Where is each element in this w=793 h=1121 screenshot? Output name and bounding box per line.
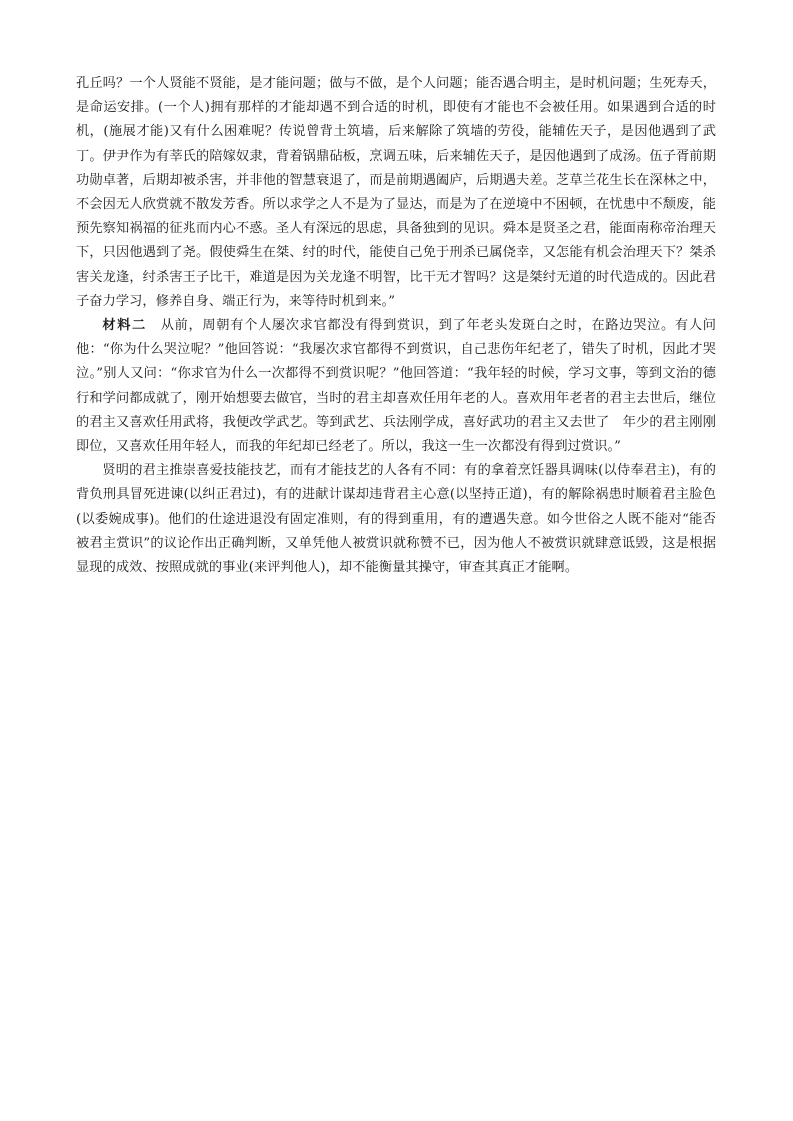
- paragraph-translation: 贤明的君主推崇喜爱技能技艺，而有才能技艺的人各有不同：有的拿着烹饪器具调味(以侍奉君主)，有的背负刑具冒死进谏(以纠正君过)，有的进献计谋却违背君主心意(以坚持正道)，有的解除祸患时顺着君主脸色(以委婉成事)。他们的仕途进退没有固定准则，有的得到重用，有的遭遇失意。如今世俗之人既不能对“能否被君主赏识”的议论作出正确判断，又单凭他人被赏识就称赞不已，因为他人不被赏识就肆意诋毁，这是根据显现的成效、按照成就的事业(来评判他人)，却不能衡量其操守，审查其真正才能啊。: [76, 463, 716, 576]
- paragraph-continuation: 孔丘吗？一个人贤能不贤能，是才能问题；做与不做，是个人问题；能否遇合明主，是时机问题；生死寿夭，是命运安排。(一个人)拥有那样的才能却遇不到合适的时机，即使有才能也不会被任用。如果遇到合适的时机，(施展才能)又有什么困难呢？传说曾背土筑墙，后来解除了筑墙的劳役，能辅佐天子，是因他遇到了武丁。伊尹作为有莘氏的陪嫁奴隶，背着锅鼎砧板，烹调五味，后来辅佐天子，是因他遇到了成汤。伍子胥前期功勋卓著，后期却被杀害，并非他的智慧衰退了，而是前期遇阖庐，后期遇夫差。芝草兰花生长在深林之中，不会因无人欣赏就不散发芳香。所以求学之人不是为了显达，而是为了在逆境中不困顿，在忧患中不颓废，能预先察知祸福的征兆而内心不惑。圣人有深远的思虑，具备独到的见识。舜本是贤圣之君，能面南称帝治理天下，只因他遇到了尧。假使舜生在桀、纣的时代，能使自己免于刑杀已属侥幸，又怎能有机会治理天下？桀杀害关龙逢，纣杀害王子比干，难道是因为关龙逢不明智，比干无才智吗？这是桀纣无道的时代造成的。因此君子奋力学习，修养自身、端正行为，来等待时机到来。”: [76, 76, 716, 309]
- material-two-text: 从前，周朝有个人屡次求官都没有得到赏识，到了年老头发斑白之时，在路边哭泣。有人问他：“你为什么哭泣呢？”他回答说：“我屡次求官都得不到赏识，自己悲伤年纪老了，错失了时机，因此才哭泣。”别人又问：“你求官为什么一次都得不到赏识呢？”他回答道：“我年轻的时候，学习文事，等到文治的德行和学问都成就了，刚开始想要去做官，当时的君主却喜欢任用年老的人。喜欢用年老者的君主去世后，继位的君主又喜欢任用武将，我便改学武艺。等到武艺、兵法刚学成，喜好武功的君主又去世了 年少的君主刚刚即位，又喜欢任用年轻人，而我的年纪却已经老了。所以，我这一生一次都没有得到过赏识。”: [76, 318, 717, 455]
- document-page: [76, 72, 716, 580]
- material-two-label: 材料二: [102, 318, 147, 334]
- paragraph-material-two: [76, 314, 716, 459]
